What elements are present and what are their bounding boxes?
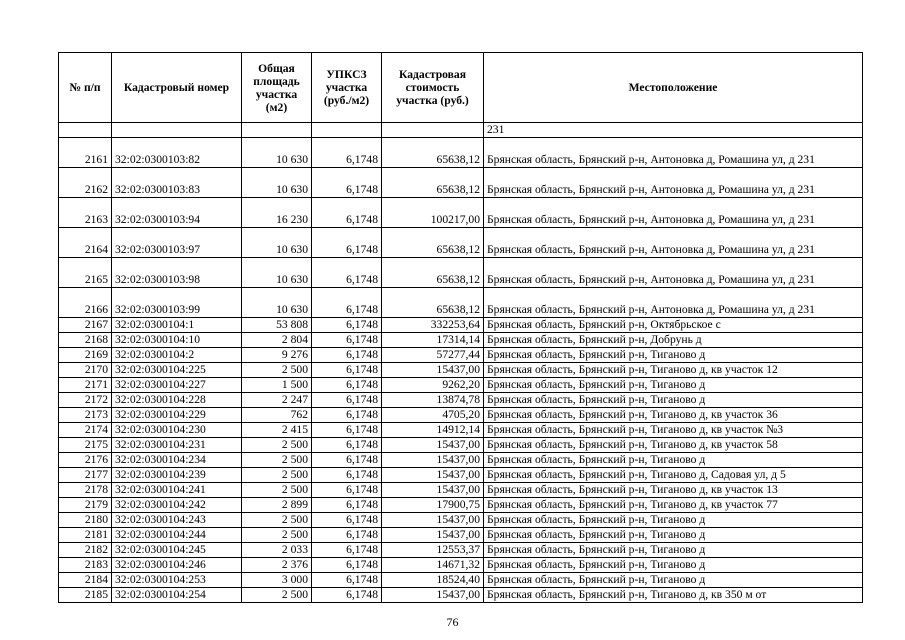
cell-area: 2 500 (242, 483, 312, 498)
cell-cost: 14671,32 (382, 558, 484, 573)
cell-cadastral-number: 32:02:0300104:243 (112, 513, 242, 528)
table-row (59, 483, 863, 498)
table-row (59, 363, 863, 378)
cell-location: Брянская область, Брянский р-н, Тиганово д, кв участок 58 (484, 438, 863, 453)
cell-cadastral-number: 32:02:0300104:246 (112, 558, 242, 573)
table-row (59, 198, 863, 228)
table-row (59, 468, 863, 483)
cell-no: 2166 (59, 288, 112, 318)
cell-area: 2 500 (242, 453, 312, 468)
cell-area: 10 630 (242, 138, 312, 168)
cell-location: Брянская область, Брянский р-н, Тиганово д, кв участок 36 (484, 408, 863, 423)
cell-upksz: 6,1748 (312, 348, 382, 363)
cell-no: 2167 (59, 318, 112, 333)
table-row (59, 573, 863, 588)
cell-location: Брянская область, Брянский р-н, Антоновка д, Ромашина ул, д 231 (484, 198, 863, 228)
cell-no: 2176 (59, 453, 112, 468)
cell-cost: 9262,20 (382, 378, 484, 393)
cell-cadastral-number: 32:02:0300104:225 (112, 363, 242, 378)
cell-cadastral-number: 32:02:0300104:1 (112, 318, 242, 333)
table-header (59, 53, 863, 123)
cell-cadastral-number: 32:02:0300103:83 (112, 168, 242, 198)
cell-cadastral-number: 32:02:0300104:229 (112, 408, 242, 423)
cell-area: 2 376 (242, 558, 312, 573)
cell-no: 2172 (59, 393, 112, 408)
cell-cost: 15437,00 (382, 528, 484, 543)
table-row (59, 258, 863, 288)
cell-upksz: 6,1748 (312, 333, 382, 348)
cell-cadastral-number: 32:02:0300104:227 (112, 378, 242, 393)
cell-location: Брянская область, Брянский р-н, Тиганово д (484, 378, 863, 393)
cell-cadastral-number: 32:02:0300104:228 (112, 393, 242, 408)
cell-location: Брянская область, Брянский р-н, Октябрьское с (484, 318, 863, 333)
cell-location: Брянская область, Брянский р-н, Тиганово д, кв участок 77 (484, 498, 863, 513)
cell-no: 2169 (59, 348, 112, 363)
cell-area: 762 (242, 408, 312, 423)
cell-no: 2164 (59, 228, 112, 258)
cell-no: 2173 (59, 408, 112, 423)
cell-upksz: 6,1748 (312, 528, 382, 543)
header-no: № п/п (59, 53, 112, 123)
cell-location: Брянская область, Брянский р-н, Тиганово д, кв участок №3 (484, 423, 863, 438)
cell-upksz: 6,1748 (312, 228, 382, 258)
cell-no: 2175 (59, 438, 112, 453)
cell-location: Брянская область, Брянский р-н, Антоновка д, Ромашина ул, д 231 (484, 228, 863, 258)
cell-cadastral-number: 32:02:0300104:242 (112, 498, 242, 513)
cell-area: 9 276 (242, 348, 312, 363)
header-cost: Кадастровая стоимость участка (руб.) (382, 53, 484, 123)
cell-cadastral-number: 32:02:0300103:82 (112, 138, 242, 168)
cell-upksz: 6,1748 (312, 168, 382, 198)
cell-cost: 17900,75 (382, 498, 484, 513)
table-row (59, 423, 863, 438)
cell-cost: 100217,00 (382, 198, 484, 228)
cell-cadastral-number: 32:02:0300104:230 (112, 423, 242, 438)
cell-area: 10 630 (242, 258, 312, 288)
continuation-row (59, 123, 863, 138)
cell-upksz: 6,1748 (312, 558, 382, 573)
page-number: 76 (446, 615, 459, 629)
cell-area: 2 500 (242, 363, 312, 378)
header-upksz: УПКСЗ участка (руб./м2) (312, 53, 382, 123)
cell-cost: 65638,12 (382, 258, 484, 288)
cell-area: 2 500 (242, 513, 312, 528)
header-area: Общая площадь участка (м2) (242, 53, 312, 123)
header-cadastral-number: Кадастровый номер (112, 53, 242, 123)
cell-cost: 12553,37 (382, 543, 484, 558)
cell-location: Брянская область, Брянский р-н, Тиганово д (484, 393, 863, 408)
cell-no: 2181 (59, 528, 112, 543)
cell-no: 2162 (59, 168, 112, 198)
table-row (59, 498, 863, 513)
table-row (59, 438, 863, 453)
table-row (59, 288, 863, 318)
cell-no: 2168 (59, 333, 112, 348)
cell-no: 2178 (59, 483, 112, 498)
cell-cadastral-number: 32:02:0300103:98 (112, 258, 242, 288)
cell-location: Брянская область, Брянский р-н, Тиганово д (484, 528, 863, 543)
cell-no: 2179 (59, 498, 112, 513)
cell-location: Брянская область, Брянский р-н, Тиганово д (484, 348, 863, 363)
cell-area: 2 899 (242, 498, 312, 513)
table-row (59, 318, 863, 333)
cell-no: 2180 (59, 513, 112, 528)
table-row (59, 513, 863, 528)
cell-no: 2161 (59, 138, 112, 168)
cell-area: 2 500 (242, 588, 312, 603)
cell-no: 2170 (59, 363, 112, 378)
cell-no: 2174 (59, 423, 112, 438)
cell-no: 2183 (59, 558, 112, 573)
cell-location: Брянская область, Брянский р-н, Тиганово д, кв участок 13 (484, 483, 863, 498)
cell-upksz: 6,1748 (312, 378, 382, 393)
cell-location: Брянская область, Брянский р-н, Антоновка д, Ромашина ул, д 231 (484, 288, 863, 318)
cell-no: 2163 (59, 198, 112, 228)
cell-cadastral-number (112, 123, 242, 138)
cell-cost: 65638,12 (382, 288, 484, 318)
cell-location: 231 (484, 123, 863, 138)
table-row (59, 588, 863, 603)
cell-cadastral-number: 32:02:0300104:253 (112, 573, 242, 588)
cell-upksz: 6,1748 (312, 258, 382, 288)
cell-upksz: 6,1748 (312, 198, 382, 228)
cell-upksz: 6,1748 (312, 573, 382, 588)
cell-cadastral-number: 32:02:0300104:239 (112, 468, 242, 483)
table-row (59, 453, 863, 468)
cell-cadastral-number: 32:02:0300104:234 (112, 453, 242, 468)
cell-area: 53 808 (242, 318, 312, 333)
cell-cost: 18524,40 (382, 573, 484, 588)
cell-cadastral-number: 32:02:0300104:254 (112, 588, 242, 603)
cell-no: 2184 (59, 573, 112, 588)
cell-no (59, 123, 112, 138)
cell-area: 2 247 (242, 393, 312, 408)
header-location: Местоположение (484, 53, 863, 123)
cell-upksz: 6,1748 (312, 138, 382, 168)
cell-cadastral-number: 32:02:0300104:231 (112, 438, 242, 453)
cell-cost: 65638,12 (382, 228, 484, 258)
cell-cost: 14912,14 (382, 423, 484, 438)
table-row (59, 378, 863, 393)
cell-location: Брянская область, Брянский р-н, Тиганово д, кв 350 м от (484, 588, 863, 603)
cell-area: 10 630 (242, 288, 312, 318)
cell-upksz: 6,1748 (312, 288, 382, 318)
cell-cost: 57277,44 (382, 348, 484, 363)
cell-location: Брянская область, Брянский р-н, Тиганово д (484, 513, 863, 528)
cell-area: 2 804 (242, 333, 312, 348)
cell-area: 1 500 (242, 378, 312, 393)
cell-area: 10 630 (242, 228, 312, 258)
cell-location: Брянская область, Брянский р-н, Антоновка д, Ромашина ул, д 231 (484, 138, 863, 168)
cell-upksz: 6,1748 (312, 453, 382, 468)
cell-location: Брянская область, Брянский р-н, Тиганово д (484, 543, 863, 558)
cell-area: 2 500 (242, 438, 312, 453)
table-row (59, 348, 863, 363)
cell-area: 2 500 (242, 468, 312, 483)
cell-cost (382, 123, 484, 138)
cell-cost: 65638,12 (382, 138, 484, 168)
cell-cost: 17314,14 (382, 333, 484, 348)
cell-cost: 332253,64 (382, 318, 484, 333)
cell-location: Брянская область, Брянский р-н, Тиганово д (484, 573, 863, 588)
table-row (59, 393, 863, 408)
cell-location: Брянская область, Брянский р-н, Добрунь д (484, 333, 863, 348)
cell-area: 2 500 (242, 528, 312, 543)
cell-no: 2171 (59, 378, 112, 393)
cell-no: 2165 (59, 258, 112, 288)
cell-cost: 15437,00 (382, 513, 484, 528)
cell-upksz: 6,1748 (312, 588, 382, 603)
cell-area: 16 230 (242, 198, 312, 228)
cell-upksz (312, 123, 382, 138)
cell-cost: 4705,20 (382, 408, 484, 423)
cell-cadastral-number: 32:02:0300104:241 (112, 483, 242, 498)
cell-no: 2177 (59, 468, 112, 483)
cell-upksz: 6,1748 (312, 483, 382, 498)
cell-upksz: 6,1748 (312, 468, 382, 483)
cell-cost: 15437,00 (382, 438, 484, 453)
table-row (59, 228, 863, 258)
cell-location: Брянская область, Брянский р-н, Антоновка д, Ромашина ул, д 231 (484, 168, 863, 198)
cell-cost: 15437,00 (382, 468, 484, 483)
cell-area (242, 123, 312, 138)
cell-upksz: 6,1748 (312, 438, 382, 453)
cell-upksz: 6,1748 (312, 393, 382, 408)
cell-upksz: 6,1748 (312, 543, 382, 558)
cell-cost: 15437,00 (382, 453, 484, 468)
table-row (59, 138, 863, 168)
table-body (59, 123, 863, 603)
cell-cost: 15437,00 (382, 363, 484, 378)
cell-location: Брянская область, Брянский р-н, Тиганово д, кв участок 12 (484, 363, 863, 378)
table-row (59, 333, 863, 348)
cell-cost: 13874,78 (382, 393, 484, 408)
cell-area: 3 000 (242, 573, 312, 588)
cell-upksz: 6,1748 (312, 318, 382, 333)
cell-cost: 65638,12 (382, 168, 484, 198)
cell-cadastral-number: 32:02:0300104:10 (112, 333, 242, 348)
cell-area: 10 630 (242, 168, 312, 198)
cell-area: 2 033 (242, 543, 312, 558)
cell-no: 2185 (59, 588, 112, 603)
cell-upksz: 6,1748 (312, 498, 382, 513)
table-row (59, 168, 863, 198)
cell-upksz: 6,1748 (312, 408, 382, 423)
cell-location: Брянская область, Брянский р-н, Антоновка д, Ромашина ул, д 231 (484, 258, 863, 288)
table-row (59, 408, 863, 423)
cell-upksz: 6,1748 (312, 363, 382, 378)
cell-area: 2 415 (242, 423, 312, 438)
cell-cadastral-number: 32:02:0300103:97 (112, 228, 242, 258)
cell-cadastral-number: 32:02:0300103:94 (112, 198, 242, 228)
table-row (59, 558, 863, 573)
cell-cost: 15437,00 (382, 588, 484, 603)
cell-location: Брянская область, Брянский р-н, Тиганово д, Садовая ул, д 5 (484, 468, 863, 483)
cell-upksz: 6,1748 (312, 423, 382, 438)
cell-location: Брянская область, Брянский р-н, Тиганово д (484, 453, 863, 468)
table-row (59, 543, 863, 558)
cell-cadastral-number: 32:02:0300104:244 (112, 528, 242, 543)
table-row (59, 528, 863, 543)
cadastral-table (58, 52, 863, 603)
cell-cost: 15437,00 (382, 483, 484, 498)
cell-cadastral-number: 32:02:0300104:2 (112, 348, 242, 363)
cell-upksz: 6,1748 (312, 513, 382, 528)
cell-no: 2182 (59, 543, 112, 558)
cell-location: Брянская область, Брянский р-н, Тиганово д (484, 558, 863, 573)
cell-cadastral-number: 32:02:0300104:245 (112, 543, 242, 558)
cell-cadastral-number: 32:02:0300103:99 (112, 288, 242, 318)
